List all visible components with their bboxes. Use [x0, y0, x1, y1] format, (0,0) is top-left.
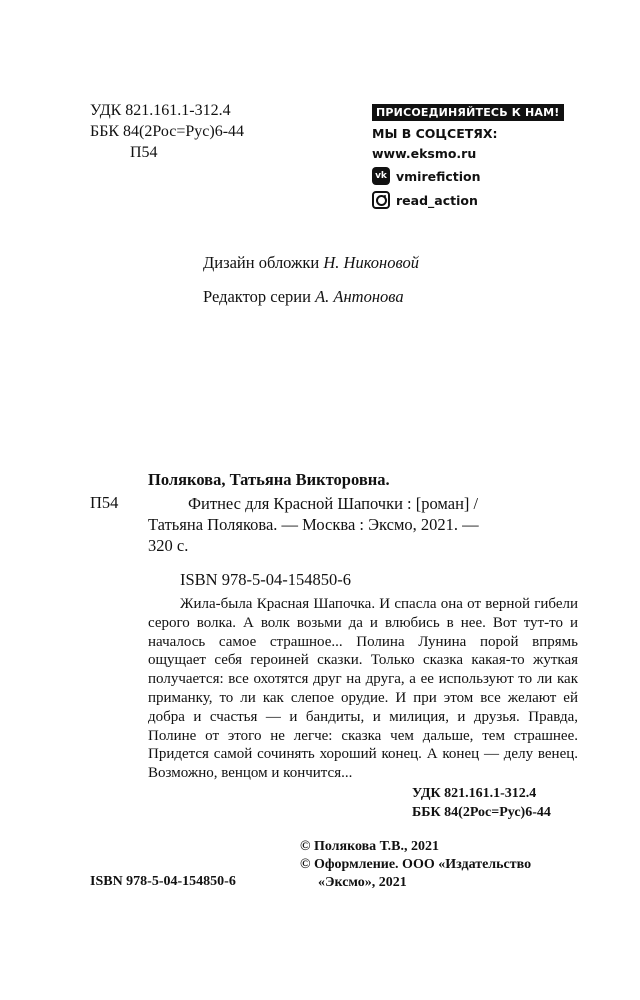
vk-handle: vmirefiction — [396, 168, 481, 184]
biblio-line-1: Фитнес для Красной Шапочки : [роман] / — [188, 494, 479, 513]
udk-code: УДК 821.161.1-312.4 — [90, 102, 231, 119]
isbn-bottom: ISBN 978-5-04-154850-6 — [90, 874, 236, 889]
catalog-isbn: ISBN 978-5-04-154850-6 — [180, 570, 351, 589]
vk-icon: vk — [372, 167, 390, 185]
copyright-design-cont: «Эксмо», 2021 — [318, 875, 407, 890]
bibliographic-description — [148, 493, 578, 556]
series-editor-credit — [203, 287, 404, 307]
social-heading: МЫ В СОЦСЕТЯХ: — [372, 126, 498, 141]
copyright-block — [300, 838, 531, 892]
cover-design-credit — [203, 253, 419, 273]
join-us-banner: ПРИСОЕДИНЯЙТЕСЬ К НАМ! — [372, 104, 564, 121]
instagram-icon — [372, 191, 390, 209]
social-block — [372, 101, 572, 209]
vk-link[interactable] — [372, 167, 572, 185]
copyright-design: © Оформление. ООО «Издательство — [300, 857, 532, 872]
udk-code-bottom: УДК 821.161.1-312.4 — [412, 786, 537, 801]
instagram-handle: read_action — [396, 192, 478, 208]
editor-name: А. Антонова — [315, 287, 404, 306]
biblio-line-3: 320 с. — [148, 536, 189, 555]
annotation: Жила-была Красная Шапочка. И спасла она от верной гибели серого волка. А волк возьми да и влюбись в нее. Вот тут-то и началось самое страшное... Полина Лунина порой впрямь ощущает себя героиней сказки. Только сказка какая-то жуткая получается: все охотятся друг на друга, а ее используют то ли как приманку, то ли как слепое орудие. И при этом все желают ей добра и счастья — и бандиты, и милиция, и друзья. Правда, Полине от этого не легче: сказка чем дальше, тем страшнее. Придется самой сочинять хороший конец. А конец — делу венец. Возможно, венцом и кончится... — [148, 596, 578, 782]
biblio-line-2: Татьяна Полякова. — Москва : Эксмо, 2021. — — [148, 515, 479, 534]
catalog-author: Полякова, Татьяна Викторовна. — [148, 470, 390, 489]
cover-label: Дизайн обложки — [203, 253, 320, 272]
author-mark: П54 — [130, 144, 158, 161]
bbk-code: ББК 84(2Рос=Рус)6-44 — [90, 123, 245, 140]
instagram-link[interactable] — [372, 191, 572, 209]
catalog-mark: П54 — [90, 493, 119, 512]
bottom-classification — [412, 784, 551, 822]
site-link[interactable]: www.eksmo.ru — [372, 146, 477, 161]
editor-label: Редактор серии — [203, 287, 311, 306]
copyright-author: © Полякова Т.В., 2021 — [300, 839, 439, 854]
cover-name: Н. Никоновой — [323, 253, 419, 272]
top-classification — [90, 100, 244, 163]
bbk-code-bottom: ББК 84(2Рос=Рус)6-44 — [412, 805, 551, 820]
